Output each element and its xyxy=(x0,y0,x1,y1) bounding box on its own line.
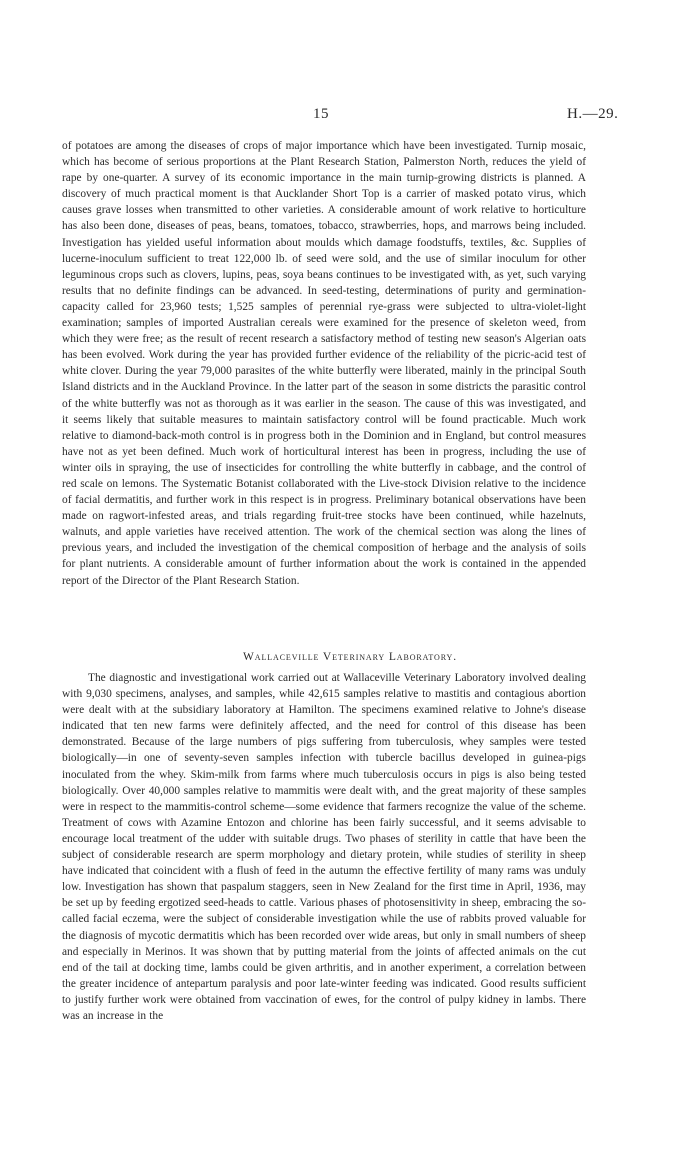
wallaceville-paragraph: The diagnostic and investigational work carried out at Wallaceville Veterinary Laboratory involved dealing with 9,030 specimens, analyses, and samples, while 42,615 samples relative to mastitis and contagious abortion were dealt with at the subsidiary laboratory at Hamilton. The specimens examined relative to Johne's disease indicated that ten new farms were definitely affected, and the need for control of this disease has been demonstrated. Because of the large numbers of pigs suffering from tuberculosis, whey samples were tested biologically—in one of seventy-seven samples infection with tubercle bacillus developed in guinea-pigs inoculated from the whey. Skim-milk from farms where much tuberculosis occurs in pigs is also being tested biologically. Over 40,000 samples relative to mammitis were dealt with, and the great majority of these samples were in respect to the mammitis-control scheme—some evidence that farmers recognize the value of the scheme. Treatment of cows with Azamine Entozon and chlorine has been fairly successful, and it seems advisable to encourage local treatment of the udder with suitable drugs. Two phases of sterility in cattle that have been the subject of considerable research are sperm morphology and dietary protein, while studies of sterility in sheep have indicated that coincident with a flush of feed in the autumn the effective fertility of many rams was unduly low. Investigation has shown that paspalum staggers, seen in New Zealand for the first time in April, 1936, may be set up by feeding ergotized seed-heads to cattle. Various phases of photosensitivity in sheep, embracing the so-called facial eczema, were the subject of considerable investigation while the use of rabbits proved valuable for the diagnosis of mycotic dermatitis which has been recorded over wide areas, but only in small numbers of sheep and especially in Merinos. It was shown that by putting material from the joints of affected animals on the cut end of the tail at docking time, lambs could be given arthritis, and in another experiment, a correlation between the greater incidence of antepartum paralysis and poor late-winter feeding was indicated. Good results sufficient to justify further work were obtained from vaccination of ewes, for the control of pulpy kidney in lambs. There was an increase in the xyxy=(62,672,586,1022)
page-header xyxy=(0,106,700,128)
plant-research-paragraph: of potatoes are among the diseases of crops of major importance which have been investigated. Turnip mosaic, which has become of serious proportions at the Plant Research Station, Palmerston North, reduces the yield of rape by one-quarter. A survey of its economic importance in the main turnip-growing districts is planned. A discovery of much practical moment is that Aucklander Short Top is a carrier of masked potato virus, which causes grave losses when transmitted to other varieties. A considerable amount of work relative to horticulture has also been done, diseases of peas, beans, tomatoes, tobacco, strawberries, hops, and marrows being included. Investigation has yielded useful information about moulds which damage foodstuffs, textiles, &c. Supplies of lucerne-inoculum sufficient to treat 122,000 lb. of seed were sold, and the use of similar inoculum for other leguminous crops such as clovers, lupins, peas, soya beans continues to be investigated with, as yet, such varying results that no definite findings can be advanced. In seed-testing, determinations of purity and germination-capacity called for 23,960 tests; 1,525 samples of perennial rye-grass were subjected to ultra-violet-light examination; samples of imported Australian cereals were examined for the presence of skeleton weed, from which they were free; as the result of recent research a satisfactory method of testing new season's Algerian oats has been evolved. Work during the year has provided further evidence of the reliability of the picric-acid test of white clover. During the year 79,000 parasites of the white butterfly were liberated, mainly in the principal South Island districts and in the Auckland Province. In the latter part of the season in some districts the parasitic control of the white butterfly was not as thorough as it was earlier in the season. The cause of this was investigated, and it seems likely that suitable measures to maintain satisfactory control will be found practicable. Much work relative to diamond-back-moth control is in progress both in the Dominion and in England, but control measures have not as yet been defined. Much work of horticultural interest has been in progress, including the use of winter oils in spraying, the use of insecticides for controlling the white butterfly in cabbage, and the control of red scale on lemons. The Systematic Botanist collaborated with the Live-stock Division relative to the incidence of facial dermatitis, and further work in this respect is in progress. Preliminary botanical observations have been made on ragwort-infested areas, and trials regarding fruit-tree stocks have been continued, while hazelnuts, walnuts, and apple varieties have received attention. The work of the chemical section was along the lines of previous years, and included the investigation of the chemical composition of herbage and the analysis of soils for plant nutrients. A considerable amount of further information about the work is contained in the appended report of the Director of the Plant Research Station. xyxy=(62,140,586,587)
section-heading-wallaceville: Wallaceville Veterinary Laboratory. xyxy=(243,651,457,663)
document-reference: H.—29. xyxy=(567,106,619,122)
page-number: 15 xyxy=(313,106,329,122)
